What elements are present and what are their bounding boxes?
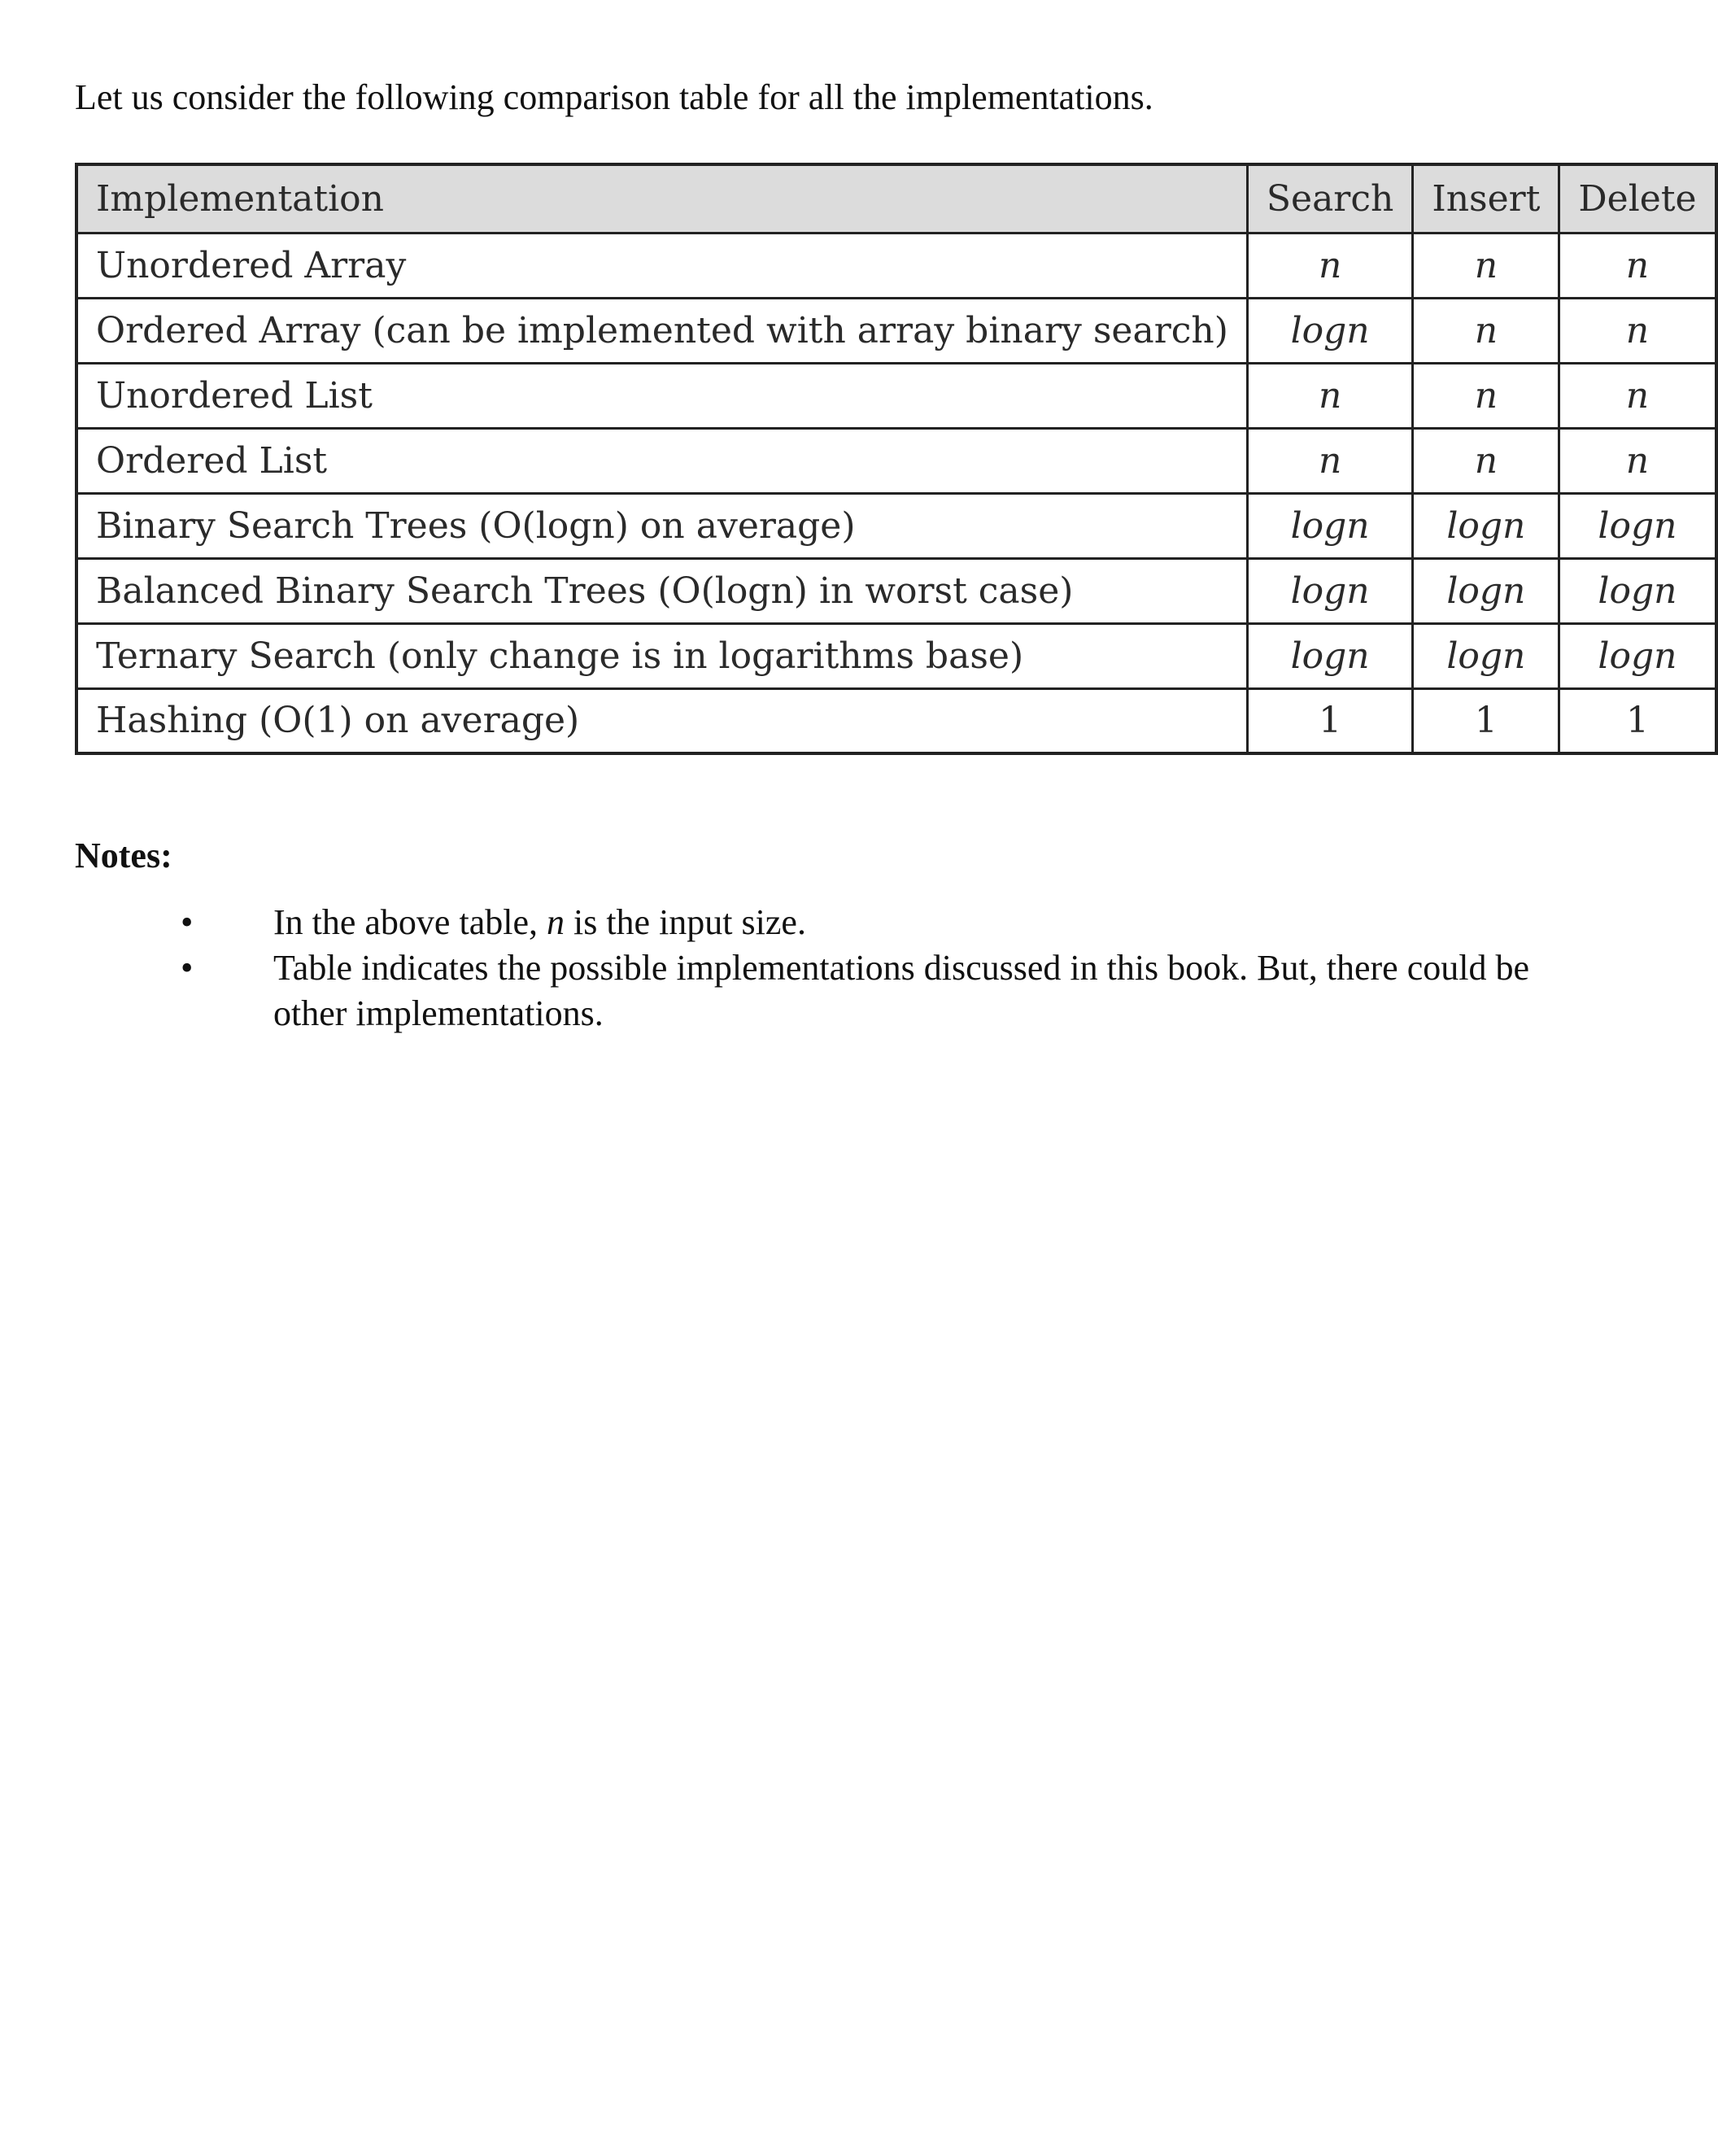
cell-delete: logn: [1559, 623, 1716, 688]
table-row: [76, 493, 1716, 558]
cell-delete: n: [1559, 298, 1716, 363]
cell-insert: 1: [1413, 688, 1559, 753]
table-row: [76, 428, 1716, 493]
cell-insert: n: [1413, 233, 1559, 298]
note-variable: n: [546, 902, 565, 942]
intro-paragraph: Let us consider the following comparison table for all the implementations.: [75, 77, 1153, 117]
cell-search: n: [1247, 363, 1412, 428]
table-row: [76, 558, 1716, 623]
comparison-table: [75, 163, 1718, 755]
note-text: Table indicates the possible implementations discussed in this book. But, there could be other implementations.: [273, 948, 1529, 1033]
list-item: [75, 900, 1596, 945]
bullet-icon: •: [181, 902, 194, 942]
cell-implementation: Unordered List: [76, 363, 1247, 428]
table-row: [76, 363, 1716, 428]
cell-implementation: Balanced Binary Search Trees (O(logn) in worst case): [76, 558, 1247, 623]
header-insert: Insert: [1413, 164, 1559, 233]
header-delete: Delete: [1559, 164, 1716, 233]
cell-delete: n: [1559, 363, 1716, 428]
cell-implementation: Binary Search Trees (O(logn) on average): [76, 493, 1247, 558]
cell-search: logn: [1247, 493, 1412, 558]
bullet-icon: •: [181, 948, 194, 988]
comparison-table-container: [75, 163, 1697, 755]
note-text-after: is the input size.: [564, 902, 806, 942]
notes-list: [75, 900, 1596, 1037]
note-text-before: In the above table,: [273, 902, 547, 942]
cell-search: logn: [1247, 558, 1412, 623]
note-text: [273, 900, 1596, 945]
notes-heading: Notes:: [75, 836, 172, 875]
header-search: Search: [1247, 164, 1412, 233]
table-row: [76, 688, 1716, 753]
cell-insert: n: [1413, 298, 1559, 363]
table-header-row: [76, 164, 1716, 233]
cell-delete: 1: [1559, 688, 1716, 753]
cell-search: 1: [1247, 688, 1412, 753]
cell-delete: logn: [1559, 558, 1716, 623]
cell-search: logn: [1247, 298, 1412, 363]
cell-insert: logn: [1413, 558, 1559, 623]
cell-implementation: Ordered List: [76, 428, 1247, 493]
cell-search: logn: [1247, 623, 1412, 688]
cell-search: n: [1247, 428, 1412, 493]
cell-insert: logn: [1413, 493, 1559, 558]
cell-delete: logn: [1559, 493, 1716, 558]
table-row: [76, 298, 1716, 363]
table-row: [76, 233, 1716, 298]
cell-insert: n: [1413, 363, 1559, 428]
list-item: [75, 945, 1596, 1037]
cell-insert: n: [1413, 428, 1559, 493]
cell-implementation: Unordered Array: [76, 233, 1247, 298]
cell-implementation: Hashing (O(1) on average): [76, 688, 1247, 753]
cell-delete: n: [1559, 233, 1716, 298]
cell-delete: n: [1559, 428, 1716, 493]
cell-search: n: [1247, 233, 1412, 298]
table-row: [76, 623, 1716, 688]
cell-implementation: Ordered Array (can be implemented with array binary search): [76, 298, 1247, 363]
cell-insert: logn: [1413, 623, 1559, 688]
header-implementation: Implementation: [76, 164, 1247, 233]
cell-implementation: Ternary Search (only change is in logarithms base): [76, 623, 1247, 688]
